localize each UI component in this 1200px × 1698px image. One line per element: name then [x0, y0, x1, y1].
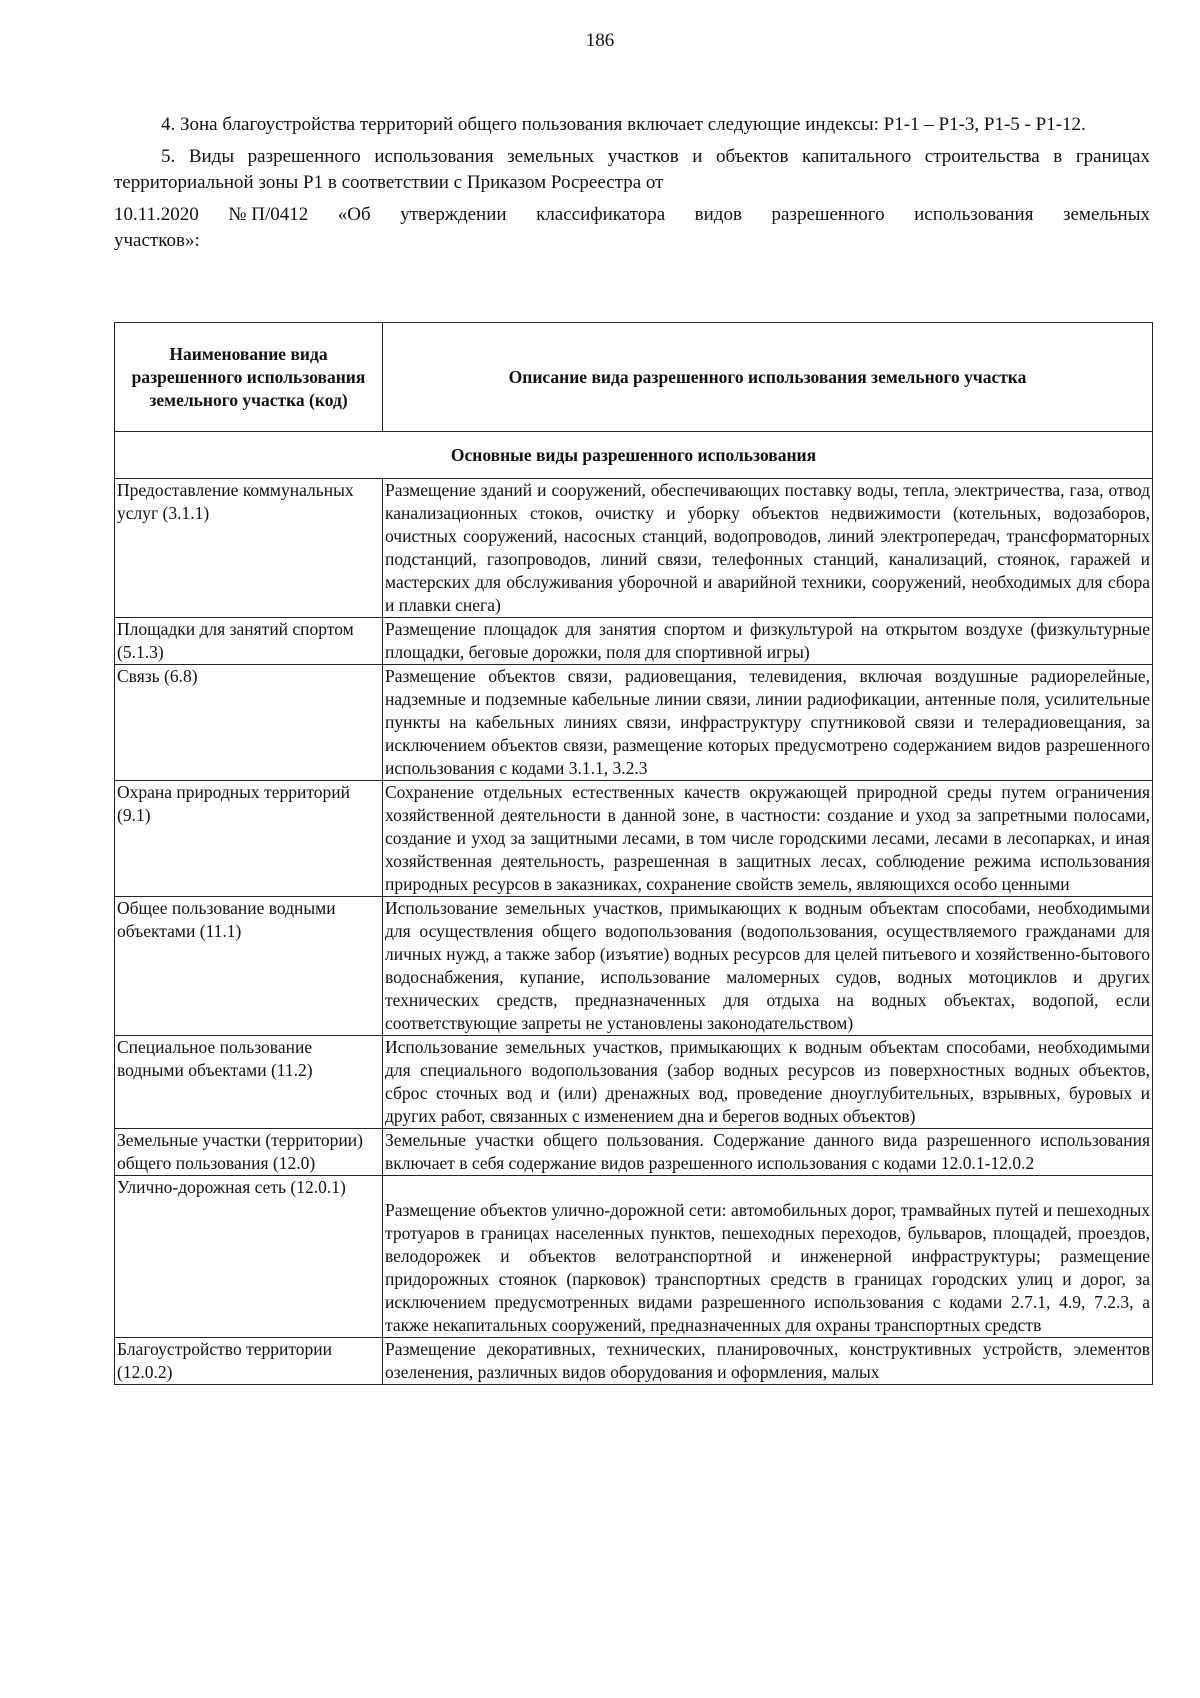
- paragraph-5: 5. Виды разрешенного использования земельных участков и объектов капитального строительства в границах территориальной зоны Р1 в соответствии с Приказом Росреестра от: [114, 146, 1150, 193]
- order-word: видов: [694, 204, 742, 225]
- order-number: № П/0412: [228, 204, 309, 225]
- use-name: Связь (6.8): [115, 665, 383, 781]
- intro-text: [114, 112, 1150, 254]
- order-reference-line: [114, 202, 1150, 228]
- use-name: Благоустройство территории (12.0.2): [115, 1338, 383, 1385]
- use-name: Предоставление коммунальных услуг (3.1.1): [115, 479, 383, 618]
- use-name: Земельные участки (территории) общего пользования (12.0): [115, 1129, 383, 1176]
- land-use-table: [114, 322, 1153, 1385]
- use-description: Земельные участки общего пользования. Содержание данного вида разрешенного использования включает в себя содержание видов разрешенного использования с кодами 12.0.1-12.0.2: [383, 1129, 1153, 1176]
- table-row: [115, 479, 1153, 618]
- use-name: Общее пользование водными объектами (11.1): [115, 897, 383, 1036]
- use-description: Размещение объектов улично-дорожной сети: автомобильных дорог, трамвайных путей и пешеходных тротуаров в границах населенных пунктов, пешеходных переходов, бульваров, площадей, проездов, велодорожек и объектов велотранспортной и инженерной инфраструктуры; размещение придорожных стоянок (парковок) транспортных средств в границах городских улиц и дорог, за исключением предусмотренных видами разрешенного использования с кодами 2.7.1, 4.9, 7.2.3, а также некапитальных сооружений, предназначенных для охраны транспортных средств: [383, 1176, 1153, 1338]
- table-row: [115, 781, 1153, 897]
- use-name: Охрана природных территорий (9.1): [115, 781, 383, 897]
- use-description: Сохранение отдельных естественных качеств окружающей природной среды путем ограничения хозяйственной деятельности в данной зоне, в частности: создание и уход за запретными полосами, создание и уход за защитными лесами, в том числе городскими лесами, лесами в лесопарках, и иная хозяйственная деятельность, разрешенная в защитных лесах, соблюдение режима использования природных ресурсов в заказниках, сохранение свойств земель, являющихся особо ценными: [383, 781, 1153, 897]
- use-description: Использование земельных участков, примыкающих к водным объектам способами, необходимыми для осуществления общего водопользования (водопользования, осуществляемого гражданами для личных нужд, а также забор (изъятие) водных ресурсов для целей питьевого и хозяйственно-бытового водоснабжения, купание, использование маломерных судов, водных мотоциклов и других технических средств, предназначенных для отдыха на водных объектах, водопой, если соответствующие запреты не установлены законодательством): [383, 897, 1153, 1036]
- use-name: Улично-дорожная сеть (12.0.1): [115, 1176, 383, 1338]
- order-word: земельных: [1062, 204, 1150, 225]
- table-row: [115, 897, 1153, 1036]
- page-number: 186: [585, 30, 615, 51]
- use-description: Размещение зданий и сооружений, обеспечивающих поставку воды, тепла, электричества, газа, отвод канализационных стоков, очистку и уборку объектов недвижимости (котельных, водозаборов, очистных сооружений, насосных станций, водопроводов, линий электропередач, трансформаторных подстанций, газопроводов, линий связи, телефонных станций, канализаций, стоянок, гаражей и мастерских для обслуживания уборочной и аварийной техники, сооружений, необходимых для сбора и плавки снега): [383, 479, 1153, 618]
- order-date: 10.11.2020: [114, 204, 199, 225]
- order-word: утверждении: [400, 204, 507, 225]
- order-end: участков»:: [114, 230, 200, 251]
- table-header-row: [115, 323, 1153, 432]
- header-description-column: Описание вида разрешенного использования земельного участка: [383, 323, 1153, 432]
- use-description: Использование земельных участков, примыкающих к водным объектам способами, необходимыми для специального водопользования (забор водных ресурсов из поверхностных водных объектов, сброс сточных вод и (или) дренажных вод, проведение дноуглубительных, взрывных, буровых и других работ, связанных с изменением дна и берегов водных объектов): [383, 1036, 1153, 1129]
- order-word: классификатора: [536, 204, 666, 225]
- order-word: разрешенного: [771, 204, 885, 225]
- section-header-row: [115, 432, 1153, 479]
- use-description: Размещение декоративных, технических, планировочных, конструктивных устройств, элементов озеленения, различных видов оборудования и оформления, малых: [383, 1338, 1153, 1385]
- table-row: [115, 1129, 1153, 1176]
- section-title: Основные виды разрешенного использования: [115, 432, 1153, 479]
- table-row: [115, 618, 1153, 665]
- use-name: Площадки для занятий спортом (5.1.3): [115, 618, 383, 665]
- table-row: [115, 1036, 1153, 1129]
- order-word: использования: [914, 204, 1034, 225]
- table-row: [115, 1338, 1153, 1385]
- use-description: Размещение объектов связи, радиовещания, телевидения, включая воздушные радиорелейные, надземные и подземные кабельные линии связи, линии радиофикации, антенные поля, усилительные пункты на кабельных линиях связи, инфраструктуру спутниковой связи и телерадиовещания, за исключением объектов связи, размещение которых предусмотрено содержанием видов разрешенного использования с кодами 3.1.1, 3.2.3: [383, 665, 1153, 781]
- use-name: Специальное пользование водными объектами (11.2): [115, 1036, 383, 1129]
- order-word: «Об: [337, 204, 371, 225]
- use-description: Размещение площадок для занятия спортом и физкультурой на открытом воздухе (физкультурные площадки, беговые дорожки, поля для спортивной игры): [383, 618, 1153, 665]
- table-row: [115, 1176, 1153, 1338]
- paragraph-4: 4. Зона благоустройства территорий общего пользования включает следующие индексы: Р1-1 – Р1-3, Р1-5 - Р1-12.: [161, 114, 1086, 135]
- table-row: [115, 665, 1153, 781]
- header-name-column: Наименование вида разрешенного использования земельного участка (код): [115, 323, 383, 432]
